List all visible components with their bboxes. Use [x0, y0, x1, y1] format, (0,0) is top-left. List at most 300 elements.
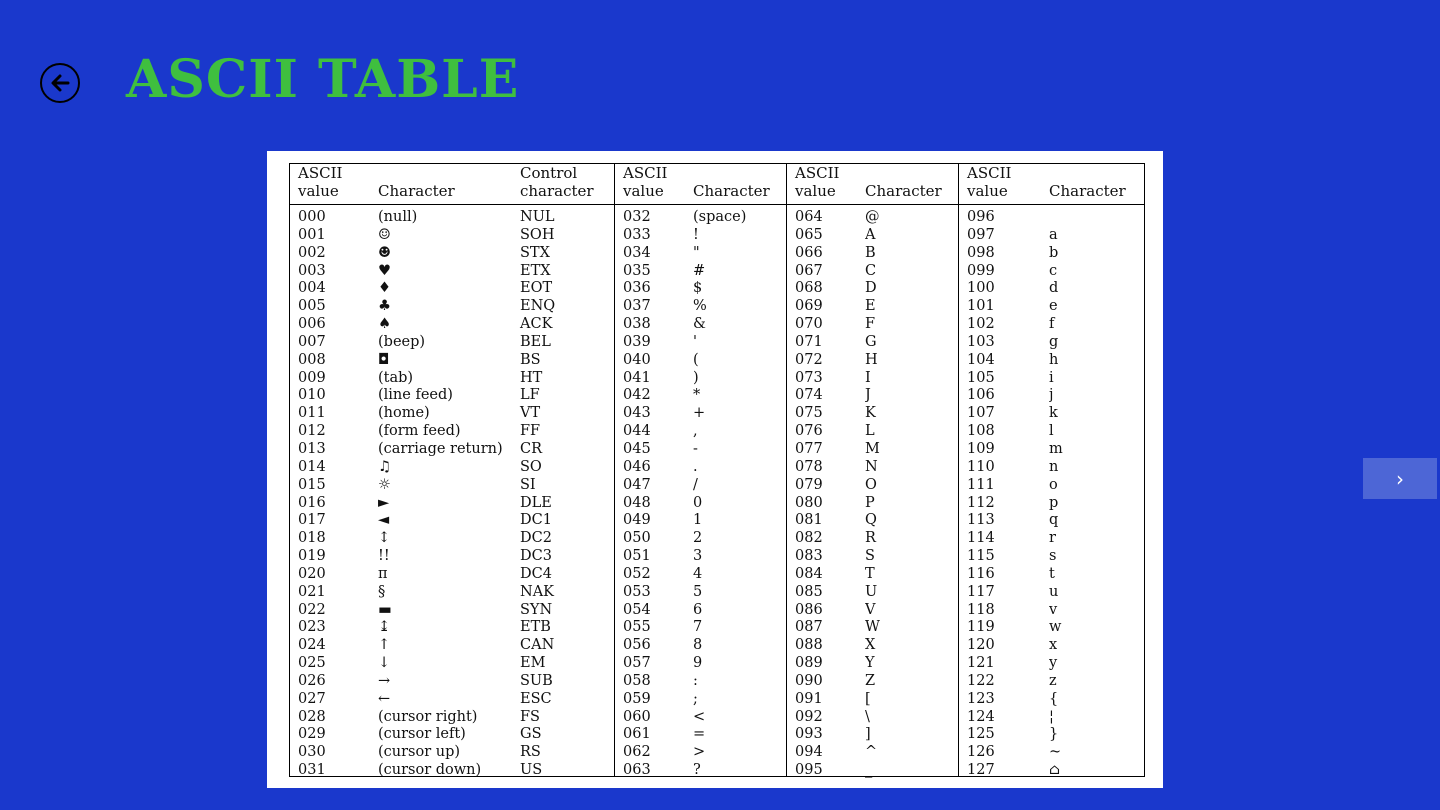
table-row — [298, 423, 606, 441]
table-row — [967, 655, 1136, 673]
character-cell: r — [1049, 530, 1056, 547]
control-character-cell: VT — [520, 405, 541, 422]
table-row — [623, 387, 778, 405]
ascii-value-cell: 074 — [795, 387, 823, 404]
character-cell: o — [1049, 476, 1058, 493]
character-cell: ► — [378, 494, 390, 511]
table-row — [967, 477, 1136, 495]
arrow-left-circle-icon — [48, 71, 72, 95]
header-ascii-value: ASCII value — [795, 164, 840, 200]
table-block-0 — [290, 164, 615, 779]
table-row — [967, 673, 1136, 691]
ascii-value-cell: 008 — [298, 351, 326, 368]
table-row — [623, 548, 778, 566]
table-row — [623, 584, 778, 602]
table-row — [298, 602, 606, 620]
table-row — [967, 334, 1136, 352]
table-block-2 — [787, 164, 959, 779]
character-cell: ' — [693, 333, 697, 350]
ascii-value-cell: 022 — [298, 601, 326, 618]
header-ascii-value: ASCII value — [967, 164, 1012, 200]
control-character-cell: BS — [520, 351, 541, 368]
table-row — [298, 495, 606, 513]
table-row — [967, 459, 1136, 477]
character-cell: p — [1049, 494, 1059, 511]
character-cell: % — [693, 298, 707, 315]
ascii-value-cell: 019 — [298, 548, 326, 565]
character-cell: ♣ — [378, 298, 391, 315]
ascii-value-cell: 006 — [298, 316, 326, 333]
control-character-cell: SUB — [520, 672, 553, 689]
table-row — [795, 227, 950, 245]
ascii-value-cell: 060 — [623, 708, 651, 725]
table-row — [623, 744, 778, 762]
character-cell: 5 — [693, 583, 703, 600]
character-cell: . — [693, 458, 698, 475]
ascii-value-cell: 059 — [623, 690, 651, 707]
character-cell: 4 — [693, 565, 703, 582]
table-row — [298, 477, 606, 495]
table-row — [967, 584, 1136, 602]
character-cell: → — [378, 672, 391, 689]
ascii-value-cell: 121 — [967, 655, 995, 672]
table-row — [623, 709, 778, 727]
character-cell: J — [865, 387, 871, 404]
table-row — [623, 280, 778, 298]
table-header — [615, 164, 786, 205]
table-row — [967, 263, 1136, 281]
table-row — [795, 298, 950, 316]
ascii-value-cell: 061 — [623, 726, 651, 743]
table-row — [967, 387, 1136, 405]
character-cell: R — [865, 530, 876, 547]
character-cell: ? — [693, 762, 701, 779]
table-row — [967, 298, 1136, 316]
table-rows — [615, 205, 786, 780]
table-row — [623, 762, 778, 780]
character-cell: X — [865, 637, 876, 654]
character-cell: h — [1049, 351, 1059, 368]
character-cell: ( — [693, 351, 699, 368]
character-cell: 6 — [693, 601, 703, 618]
ascii-value-cell: 011 — [298, 405, 326, 422]
character-cell: i — [1049, 369, 1054, 386]
table-row — [623, 602, 778, 620]
table-row — [623, 245, 778, 263]
table-row — [795, 423, 950, 441]
character-cell: _ — [865, 762, 873, 779]
table-row — [298, 637, 606, 655]
control-character-cell: US — [520, 762, 543, 779]
table-block-3 — [959, 164, 1144, 779]
character-cell: V — [865, 601, 876, 618]
ascii-value-cell: 043 — [623, 405, 651, 422]
character-cell: ▬ — [378, 601, 392, 618]
character-cell: (tab) — [378, 369, 414, 386]
table-row — [967, 566, 1136, 584]
control-character-cell: CR — [520, 440, 543, 457]
table-row — [795, 619, 950, 637]
table-row — [967, 209, 1136, 227]
character-cell: j — [1049, 387, 1054, 404]
ascii-value-cell: 084 — [795, 565, 823, 582]
ascii-value-cell: 055 — [623, 619, 651, 636]
ascii-value-cell: 077 — [795, 440, 823, 457]
character-cell: # — [693, 262, 706, 279]
ascii-value-cell: 062 — [623, 744, 651, 761]
table-row — [298, 744, 606, 762]
table-row — [298, 762, 606, 780]
ascii-value-cell: 052 — [623, 565, 651, 582]
table-row — [298, 370, 606, 388]
character-cell: ♫ — [378, 458, 391, 475]
character-cell: 0 — [693, 494, 703, 511]
table-row — [795, 673, 950, 691]
character-cell: ~ — [1049, 744, 1062, 761]
control-character-cell: LF — [520, 387, 540, 404]
control-character-cell: DC1 — [520, 512, 552, 529]
character-cell: ] — [865, 726, 871, 743]
control-character-cell: RS — [520, 744, 541, 761]
ascii-value-cell: 035 — [623, 262, 651, 279]
table-row — [298, 227, 606, 245]
character-cell: > — [693, 744, 706, 761]
table-row — [623, 619, 778, 637]
table-block-1 — [615, 164, 787, 779]
character-cell: } — [1049, 726, 1059, 743]
character-cell: e — [1049, 298, 1058, 315]
next-page-button[interactable] — [1363, 458, 1437, 499]
table-row — [795, 405, 950, 423]
character-cell: L — [865, 423, 875, 440]
ascii-value-cell: 038 — [623, 316, 651, 333]
ascii-value-cell: 047 — [623, 476, 651, 493]
ascii-value-cell: 009 — [298, 369, 326, 386]
table-header — [787, 164, 958, 205]
table-row — [795, 744, 950, 762]
table-row — [623, 495, 778, 513]
ascii-value-cell: 033 — [623, 226, 651, 243]
character-cell: P — [865, 494, 875, 511]
ascii-value-cell: 063 — [623, 762, 651, 779]
table-row — [623, 209, 778, 227]
ascii-value-cell: 000 — [298, 209, 326, 225]
character-cell: ! — [693, 226, 699, 243]
character-cell: K — [865, 405, 876, 422]
character-cell: (null) — [378, 209, 418, 225]
table-row — [795, 495, 950, 513]
ascii-value-cell: 078 — [795, 458, 823, 475]
table-row — [623, 316, 778, 334]
table-row — [623, 441, 778, 459]
ascii-value-cell: 005 — [298, 298, 326, 315]
character-cell: E — [865, 298, 876, 315]
character-cell: < — [693, 708, 706, 725]
control-character-cell: DC4 — [520, 565, 552, 582]
character-cell: ← — [378, 690, 391, 707]
table-row — [298, 387, 606, 405]
ascii-value-cell: 117 — [967, 583, 995, 600]
control-character-cell: SOH — [520, 226, 555, 243]
ascii-value-cell: 124 — [967, 708, 995, 725]
table-row — [298, 548, 606, 566]
ascii-value-cell: 023 — [298, 619, 326, 636]
character-cell: N — [865, 458, 878, 475]
ascii-value-cell: 002 — [298, 244, 326, 261]
control-character-cell: STX — [520, 244, 550, 261]
character-cell: y — [1049, 655, 1058, 672]
table-row — [967, 316, 1136, 334]
table-row — [967, 602, 1136, 620]
character-cell: F — [865, 316, 876, 333]
table-row — [967, 619, 1136, 637]
control-character-cell: ENQ — [520, 298, 556, 315]
character-cell: = — [693, 726, 706, 743]
table-row — [967, 245, 1136, 263]
character-cell: (cursor up) — [378, 744, 461, 761]
table-row — [795, 441, 950, 459]
table-row — [298, 530, 606, 548]
ascii-value-cell: 110 — [967, 458, 995, 475]
control-character-cell: DC2 — [520, 530, 552, 547]
character-cell: v — [1049, 601, 1058, 618]
ascii-value-cell: 068 — [795, 280, 823, 297]
ascii-value-cell: 046 — [623, 458, 651, 475]
page-title: ASCII TABLE — [126, 49, 520, 110]
ascii-value-cell: 072 — [795, 351, 823, 368]
ascii-value-cell: 024 — [298, 637, 326, 654]
ascii-value-cell: 039 — [623, 333, 651, 350]
ascii-value-cell: 037 — [623, 298, 651, 315]
ascii-value-cell: 057 — [623, 655, 651, 672]
table-row — [967, 548, 1136, 566]
table-row — [795, 280, 950, 298]
character-cell: z — [1049, 672, 1057, 689]
table-row — [623, 227, 778, 245]
table-row — [795, 316, 950, 334]
ascii-value-cell: 048 — [623, 494, 651, 511]
table-row — [298, 691, 606, 709]
table-row — [967, 280, 1136, 298]
control-character-cell: NUL — [520, 209, 555, 225]
table-row — [795, 584, 950, 602]
character-cell: D — [865, 280, 877, 297]
table-row — [795, 726, 950, 744]
character-cell: M — [865, 440, 880, 457]
control-character-cell: EOT — [520, 280, 553, 297]
character-cell: ↓ — [378, 655, 391, 672]
table-row — [623, 655, 778, 673]
table-row — [795, 370, 950, 388]
table-row — [623, 352, 778, 370]
ascii-value-cell: 045 — [623, 440, 651, 457]
table-row — [298, 316, 606, 334]
table-rows — [959, 205, 1144, 780]
character-cell: 2 — [693, 530, 703, 547]
character-cell: U — [865, 583, 878, 600]
character-cell: n — [1049, 458, 1059, 475]
character-cell: ◄ — [378, 512, 390, 529]
table-row — [623, 691, 778, 709]
table-row — [967, 744, 1136, 762]
table-row — [795, 548, 950, 566]
character-cell: ¦ — [1049, 708, 1054, 725]
header-ascii-value: ASCII value — [623, 164, 668, 200]
table-row — [623, 423, 778, 441]
character-cell: 9 — [693, 655, 703, 672]
character-cell: ^ — [865, 744, 878, 761]
ascii-value-cell: 123 — [967, 690, 995, 707]
character-cell: G — [865, 333, 877, 350]
back-button[interactable] — [40, 63, 80, 103]
table-row — [298, 405, 606, 423]
ascii-value-cell: 120 — [967, 637, 995, 654]
control-character-cell: CAN — [520, 637, 555, 654]
table-row — [298, 245, 606, 263]
ascii-value-cell: 029 — [298, 726, 326, 743]
ascii-value-cell: 067 — [795, 262, 823, 279]
table-row — [623, 370, 778, 388]
ascii-value-cell: 087 — [795, 619, 823, 636]
character-cell: f — [1049, 316, 1055, 333]
character-cell: ♦ — [378, 280, 391, 297]
character-cell: ☻ — [378, 244, 391, 261]
table-row — [967, 691, 1136, 709]
ascii-value-cell: 010 — [298, 387, 326, 404]
character-cell: W — [865, 619, 880, 636]
ascii-value-cell: 058 — [623, 672, 651, 689]
ascii-value-cell: 003 — [298, 262, 326, 279]
character-cell: Y — [865, 655, 875, 672]
character-cell: T — [865, 565, 875, 582]
ascii-value-cell: 081 — [795, 512, 823, 529]
character-cell: ↑ — [378, 637, 391, 654]
table-row — [623, 566, 778, 584]
table-row — [967, 709, 1136, 727]
character-cell: 7 — [693, 619, 703, 636]
table-row — [298, 298, 606, 316]
ascii-value-cell: 090 — [795, 672, 823, 689]
character-cell: Q — [865, 512, 877, 529]
table-row — [795, 387, 950, 405]
control-character-cell: FS — [520, 708, 540, 725]
table-row — [967, 495, 1136, 513]
table-row — [795, 530, 950, 548]
character-cell: (space) — [693, 209, 747, 225]
ascii-value-cell: 021 — [298, 583, 326, 600]
character-cell: (form feed) — [378, 423, 461, 440]
character-cell: (cursor left) — [378, 726, 466, 743]
ascii-value-cell: 044 — [623, 423, 651, 440]
ascii-value-cell: 116 — [967, 565, 995, 582]
ascii-value-cell: 042 — [623, 387, 651, 404]
character-cell: (cursor down) — [378, 762, 482, 779]
control-character-cell: DLE — [520, 494, 552, 511]
table-row — [298, 441, 606, 459]
character-cell: !! — [378, 548, 390, 565]
ascii-value-cell: 026 — [298, 672, 326, 689]
ascii-value-cell: 014 — [298, 458, 326, 475]
table-row — [795, 352, 950, 370]
table-row — [298, 655, 606, 673]
character-cell: B — [865, 244, 876, 261]
character-cell: b — [1049, 244, 1059, 261]
table-row — [623, 459, 778, 477]
ascii-value-cell: 049 — [623, 512, 651, 529]
character-cell: C — [865, 262, 877, 279]
ascii-value-cell: 071 — [795, 333, 823, 350]
character-cell: § — [378, 583, 386, 600]
table-row — [623, 334, 778, 352]
table-row — [795, 334, 950, 352]
ascii-value-cell: 119 — [967, 619, 995, 636]
table-row — [623, 673, 778, 691]
ascii-value-cell: 025 — [298, 655, 326, 672]
ascii-value-cell: 125 — [967, 726, 995, 743]
header-character: Character — [1049, 182, 1126, 200]
table-row — [795, 762, 950, 780]
ascii-value-cell: 127 — [967, 762, 995, 779]
table-header — [290, 164, 614, 205]
ascii-value-cell: 080 — [795, 494, 823, 511]
ascii-value-cell: 013 — [298, 440, 326, 457]
control-character-cell: DC3 — [520, 548, 552, 565]
control-character-cell: NAK — [520, 583, 554, 600]
character-cell: \ — [865, 708, 870, 725]
ascii-value-cell: 064 — [795, 209, 823, 225]
ascii-value-cell: 015 — [298, 476, 326, 493]
ascii-value-cell: 007 — [298, 333, 326, 350]
character-cell: & — [693, 316, 706, 333]
ascii-value-cell: 032 — [623, 209, 651, 225]
ascii-value-cell: 088 — [795, 637, 823, 654]
character-cell: d — [1049, 280, 1059, 297]
table-row — [967, 405, 1136, 423]
table-row — [795, 263, 950, 281]
ascii-value-cell: 118 — [967, 601, 995, 618]
ascii-table-image — [267, 151, 1163, 788]
ascii-value-cell: 089 — [795, 655, 823, 672]
character-cell: : — [693, 672, 698, 689]
ascii-value-cell: 106 — [967, 387, 995, 404]
character-cell: ♥ — [378, 262, 391, 279]
character-cell: ; — [693, 690, 698, 707]
table-row — [795, 209, 950, 227]
ascii-value-cell: 031 — [298, 762, 326, 779]
character-cell: (home) — [378, 405, 430, 422]
ascii-value-cell: 094 — [795, 744, 823, 761]
character-cell: w — [1049, 619, 1062, 636]
character-cell: H — [865, 351, 878, 368]
header-character: Character — [378, 182, 455, 200]
character-cell: - — [693, 440, 698, 457]
control-character-cell: EM — [520, 655, 546, 672]
ascii-value-cell: 027 — [298, 690, 326, 707]
character-cell: q — [1049, 512, 1059, 529]
character-cell: (beep) — [378, 333, 426, 350]
ascii-value-cell: 018 — [298, 530, 326, 547]
ascii-value-cell: 070 — [795, 316, 823, 333]
ascii-value-cell: 036 — [623, 280, 651, 297]
character-cell: ) — [693, 369, 699, 386]
table-row — [967, 762, 1136, 780]
character-cell: / — [693, 476, 698, 493]
character-cell: π — [378, 565, 388, 582]
character-cell: t — [1049, 565, 1055, 582]
character-cell: [ — [865, 690, 871, 707]
table-row — [298, 459, 606, 477]
control-character-cell: SI — [520, 476, 536, 493]
